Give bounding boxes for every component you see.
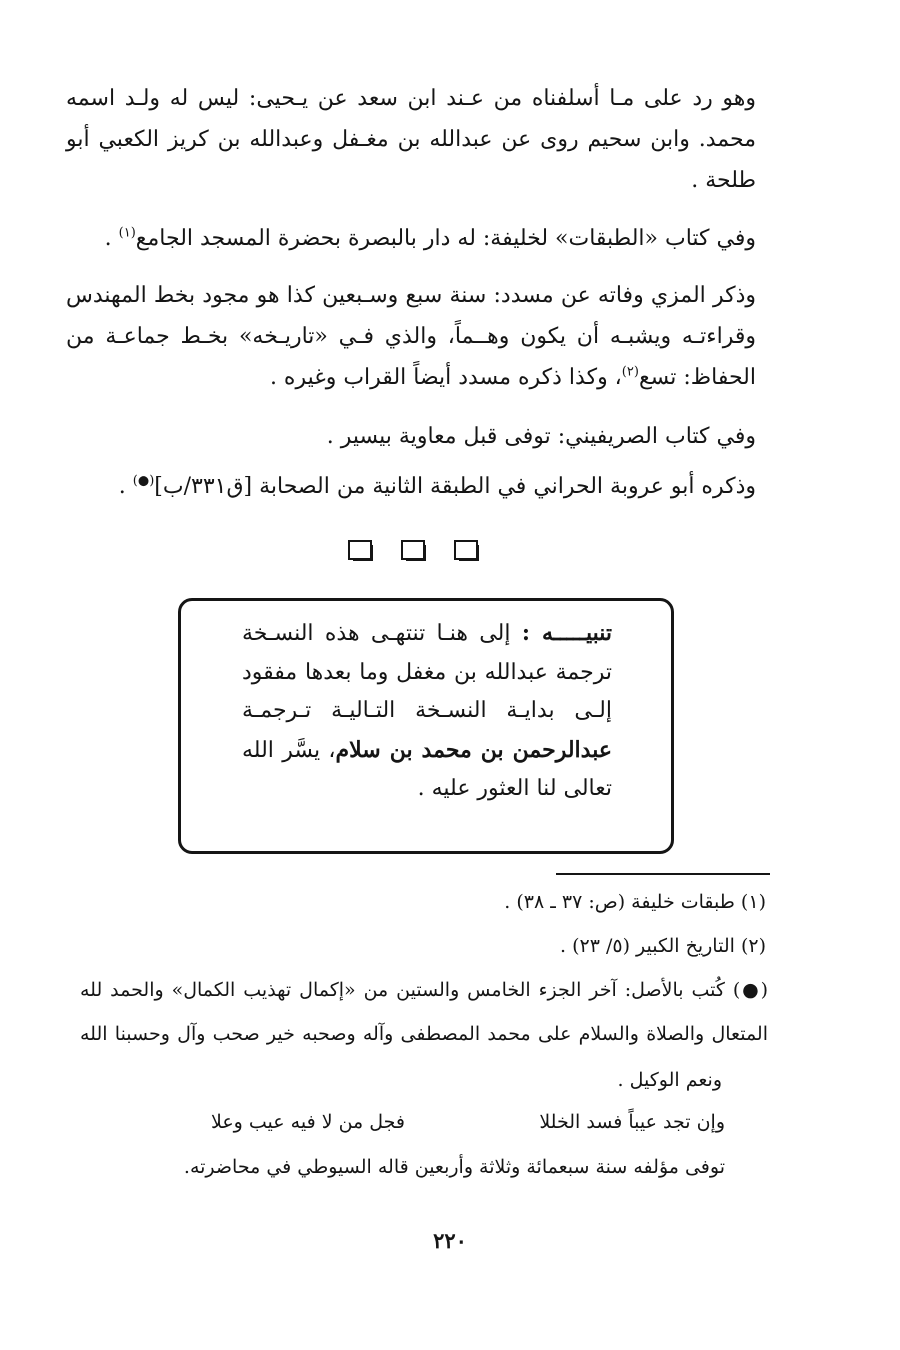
footnote-separator [556, 873, 770, 875]
notice-body: إلى هنـا تنتهـى هذه النسـخة ترجمة عبدالله بن مغفل وما بعدها مفقود إلـى بدايـة النسـخة التـاليـة تـرجمـة [242, 621, 612, 723]
verse-first-hemistich: وإن تجد عيباً فسد الخللا [539, 1111, 725, 1133]
footnote-ref-2[interactable]: (٢) [621, 364, 639, 380]
footnote-star-line3: ونعم الوكيل . [617, 1069, 722, 1091]
paragraph-text: وهو رد على مـا أسلفناه من عـند ابن سعد عن يـحيى: ليس له ولـد اسمه محمد. وابن سحيم روى عن عبدالله بن مغـفل وعبدالله بن كريز الكعبي أبو طلحة . [66, 86, 756, 193]
footnote-ref-star[interactable]: (●) [132, 473, 155, 489]
footnote-2: (٢) التاريخ الكبير (٥/ ٢٣) . [559, 935, 766, 957]
section-divider-ornaments [348, 536, 478, 564]
paragraph-end: . [104, 226, 119, 251]
square-ornament-icon [401, 540, 425, 560]
paragraph-end: . [118, 474, 133, 499]
notice-text [242, 614, 612, 809]
paragraph-text: وفي كتاب «الطبقات» لخليفة: له دار بالبصرة بحضرة المسجد الجامع [135, 226, 756, 251]
paragraph-ibn-sahim [66, 78, 756, 201]
paragraph-tabaqat-khalifa [66, 218, 756, 259]
paragraph-sarifini [66, 416, 756, 457]
paragraph-text: وفي كتاب الصريفيني: توفى قبل معاوية بيسير . [326, 424, 756, 449]
paragraph-mizzi-death [66, 275, 756, 398]
notice-label: تنبيـــــه : [521, 620, 613, 646]
paragraph-text: وذكر المزي وفاته عن مسدد: سنة سبع وسـبعين كذا هو مجود بخط المهندس وقراءتـه ويشبـه أن يكون وهــماً، والذي فـي «تاريـخه» بخـط جماعـة من الحفاظ: تسع [66, 283, 756, 390]
paragraph-end: ، وكذا ذكره مسدد أيضاً القراب وغيره . [269, 365, 622, 390]
square-ornament-icon [454, 540, 478, 560]
verse-second-hemistich: فجل من لا فيه عيب وعلا [211, 1111, 405, 1133]
notice-tail: ، يسَّر الله تعالى لنا العثور عليه . [242, 737, 612, 801]
footnote-star-line1: (●) كُتب بالأصل: آخر الجزء الخامس والستين من «إكمال تهذيب الكمال» والحمد لله [80, 979, 768, 1001]
footnote-closing: توفى مؤلفه سنة سبعمائة وثلاثة وأربعين قاله السيوطي في محاضرته. [183, 1156, 725, 1178]
paragraph-text: وذكره أبو عروبة الحراني في الطبقة الثانية من الصحابة [ق٣٣١/ب] [154, 474, 756, 499]
footnote-ref-1[interactable]: (١) [118, 225, 136, 241]
footnote-1: (١) طبقات خليفة (ص: ٣٧ ـ ٣٨) . [504, 891, 766, 913]
page-number: ٢٢٠ [433, 1228, 467, 1253]
paragraph-abu-aruba [66, 466, 756, 507]
footnote-star-line2: المتعال والصلاة والسلام على محمد المصطفى وآله وصحبه خير صحب وآل وحسبنا الله [80, 1023, 768, 1045]
notice-name: عبدالرحمن بن محمد بن سلام [335, 736, 612, 763]
square-ornament-icon [348, 540, 372, 560]
